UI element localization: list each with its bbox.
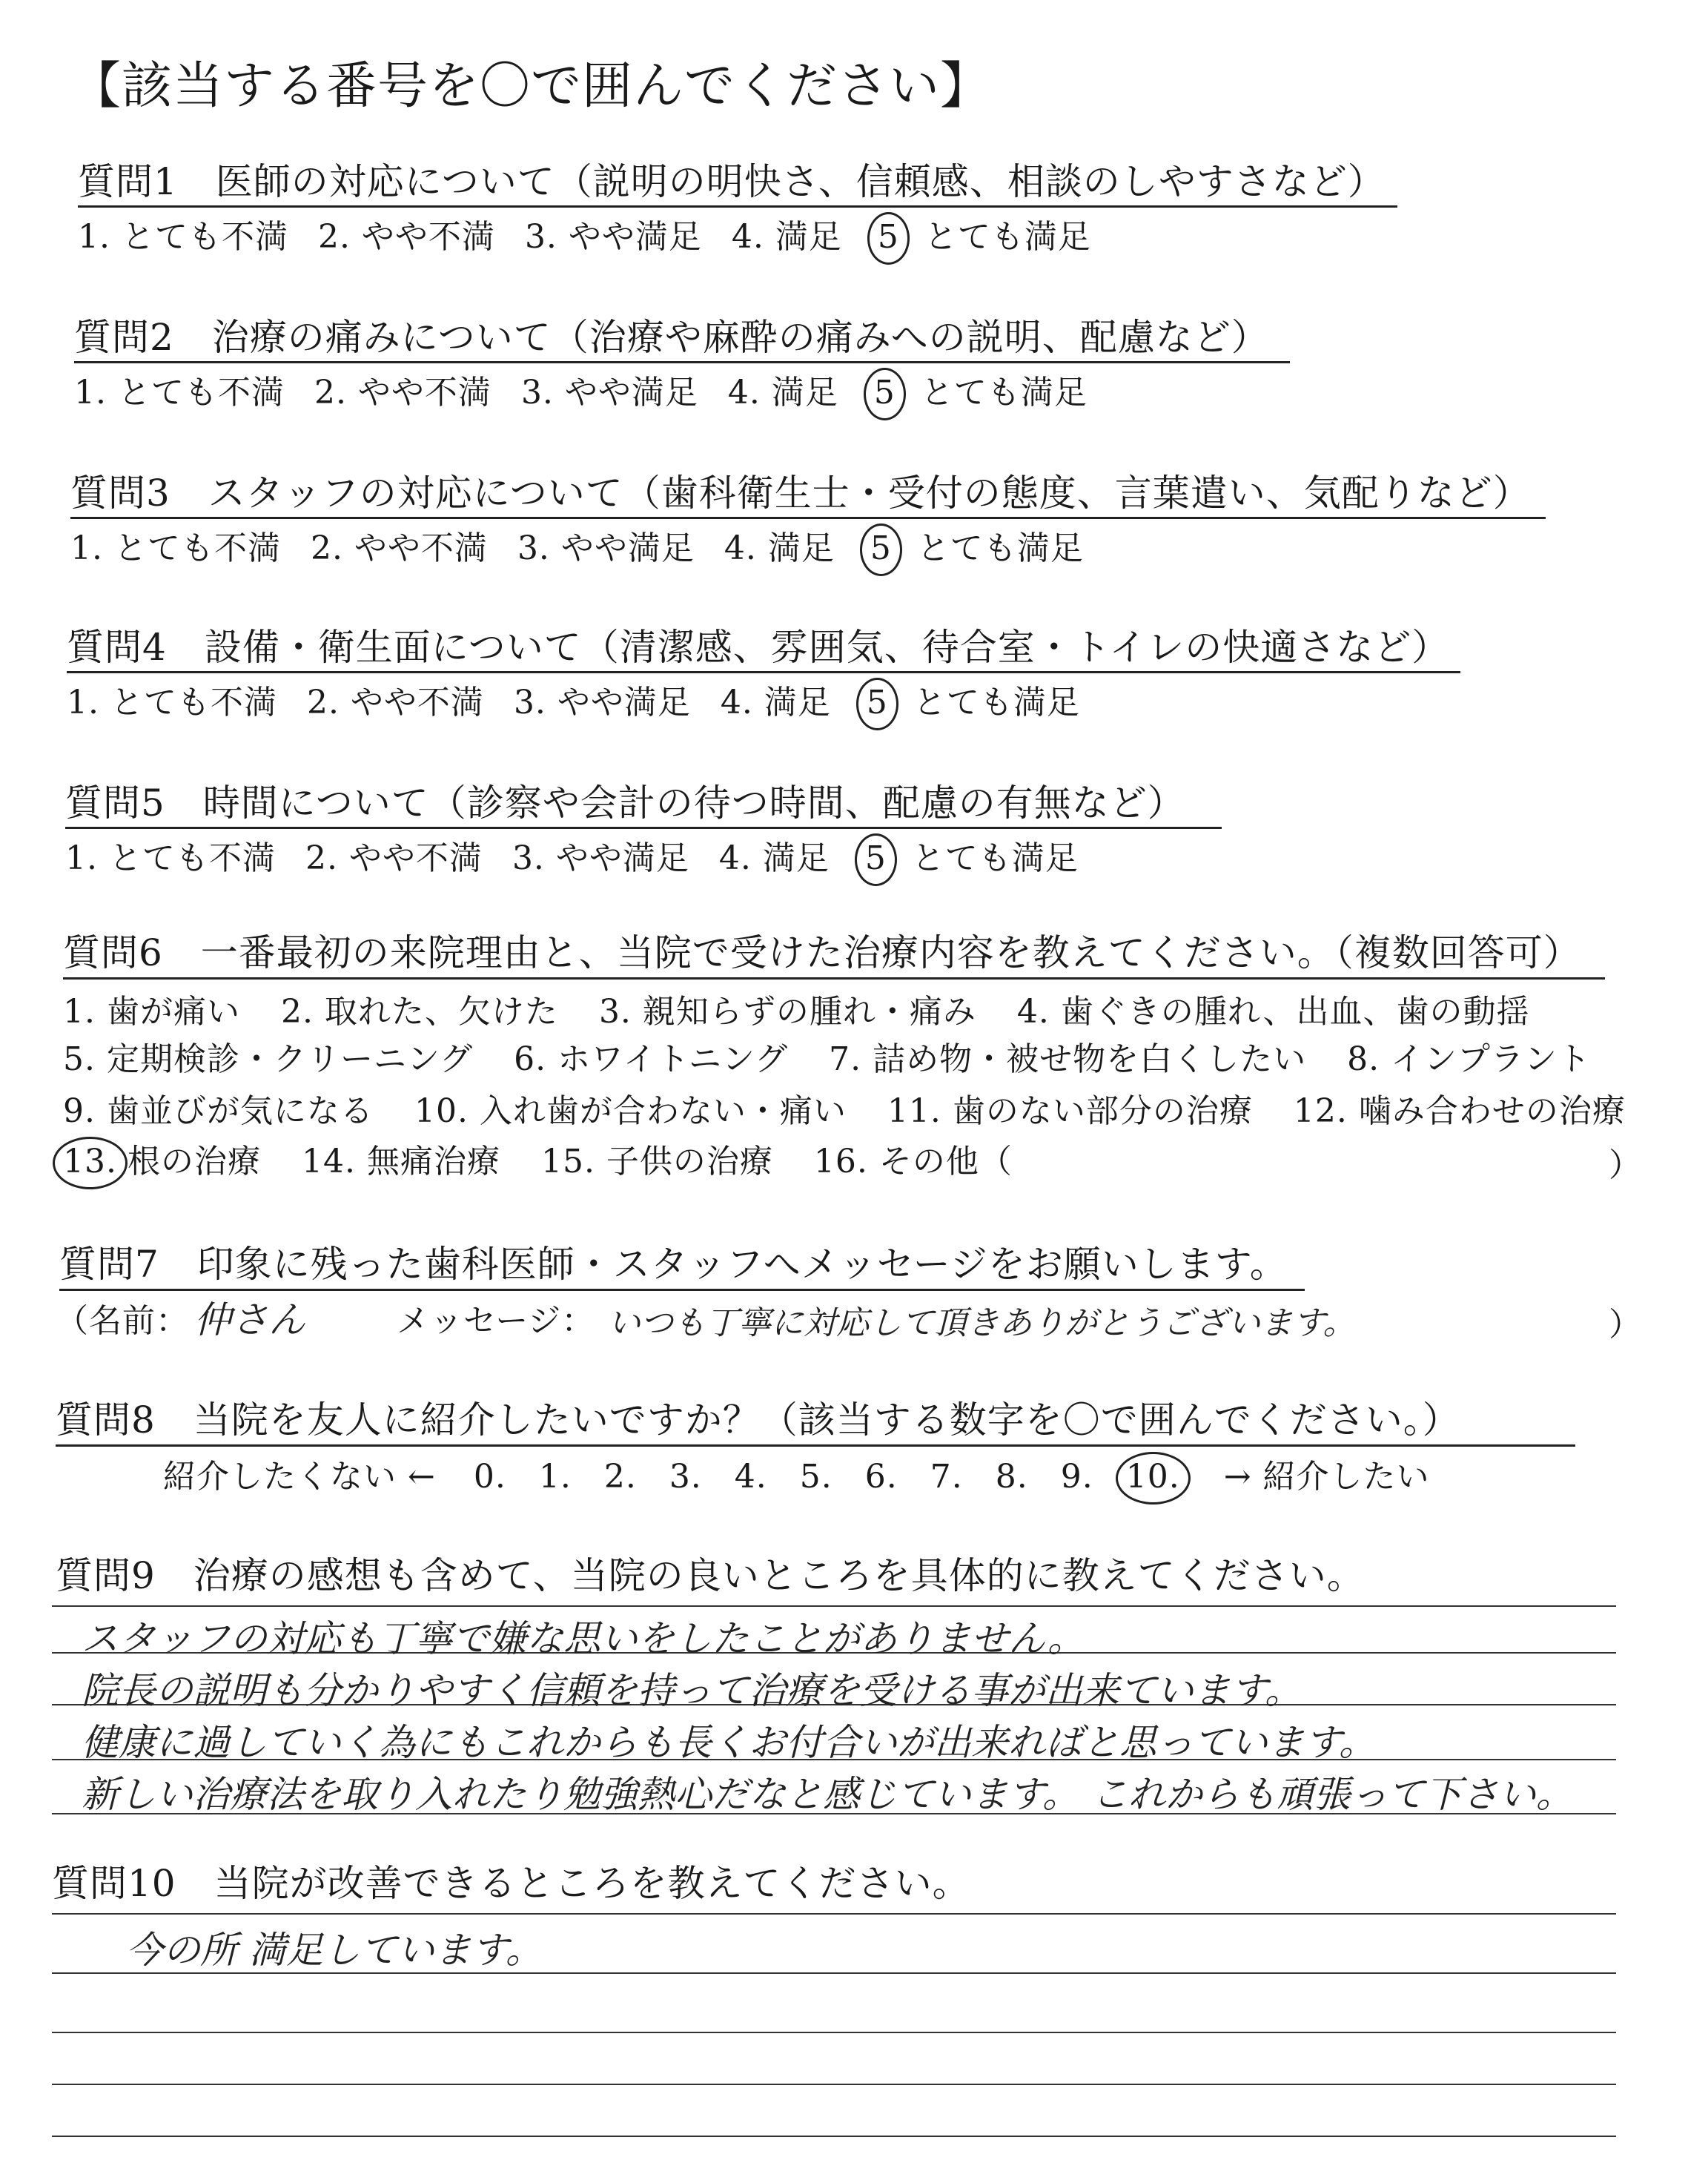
q6-option[interactable]: 10. 入れ歯が合わない・痛い [414,1092,847,1130]
q8-number[interactable]: 1. [538,1458,572,1496]
q7-name-label: （名前： [56,1302,189,1340]
q5-title: 質問5 時間について（診察や会計の待つ時間、配慮の有無など） [65,782,1185,825]
q10-answer-text[interactable]: 今の所 満足しています。 [126,1929,543,1972]
rating-option[interactable]: 2. やや不満 [306,684,484,721]
page-header: 【該当する番号を〇で囲んでください】 [70,57,992,116]
q7-message-label: メッセージ： [397,1302,595,1340]
q10-answer-line [52,2084,1616,2085]
q6-option[interactable]: 5. 定期検診・クリーニング [63,1040,474,1078]
rating-option[interactable]: 4. 満足 [718,839,830,877]
q6-row-4 [63,1135,1042,1182]
rating-option-selected[interactable]: 5 [866,684,888,721]
q7-message-value[interactable]: いつも丁寧に対応して頂きありがとうございます。 [608,1304,1356,1342]
rating-option[interactable]: 2. やや不満 [317,218,495,256]
q6-title: 質問6 一番最初の来院理由と、当院で受けた治療内容を教えてください。（複数回答可） [63,931,1581,974]
q9-answer-text[interactable]: 健康に過していく為にもこれからも長くお付合いが出来ればと思っています。 [82,1721,1376,1764]
q10-answer-line [52,2136,1616,2137]
q6-option-selected[interactable]: 13. [63,1143,117,1180]
rating-option[interactable]: 4. 満足 [724,529,835,567]
rating-option[interactable]: とても満足 [920,374,1088,412]
q6-underline [63,977,1605,980]
rating-option[interactable]: 3. やや満足 [520,374,698,412]
rating-option-selected[interactable]: 5 [873,374,896,412]
q1-options [78,210,1121,257]
rating-option-selected[interactable]: 5 [864,839,887,877]
rating-option[interactable]: 2. やや不満 [310,529,488,567]
rating-option[interactable]: 1. とても不満 [70,529,281,567]
rating-option-selected[interactable]: 5 [870,529,892,567]
q10-title: 質問10 当院が改善できるところを教えてください。 [52,1862,970,1905]
q6-option[interactable]: 1. 歯が痛い [63,993,240,1031]
rating-option[interactable]: 1. とても不満 [67,684,277,721]
q2-underline [74,361,1290,363]
q8-title: 質問8 当院を友人に紹介したいですか？（該当する数字を〇で囲んでください。） [56,1398,1460,1441]
q8-scale [163,1450,1430,1497]
rating-option[interactable]: 2. やや不満 [314,374,491,412]
q7-name-value[interactable]: 仲さん [194,1298,305,1341]
q6-row-3 [63,1084,1655,1132]
rating-option[interactable]: 3. やや満足 [512,839,689,877]
rating-option-selected[interactable]: 5 [877,218,899,256]
q8-number[interactable]: 4. [734,1458,767,1496]
rating-option[interactable]: 3. やや満足 [517,529,695,567]
rating-option[interactable]: とても満足 [911,839,1079,877]
q8-number[interactable]: 8. [995,1458,1028,1496]
rating-option[interactable]: 1. とても不満 [65,839,276,877]
q9-answer-text[interactable]: 院長の説明も分かりやすく信頼を持って治療を受ける事が出来ています。 [82,1669,1302,1712]
q4-title: 質問4 設備・衛生面について（清潔感、雰囲気、待合室・トイレの快適さなど） [67,626,1450,669]
q6-option[interactable]: 9. 歯並びが気になる [63,1092,374,1130]
q10-answer-line [52,1913,1616,1915]
q6-option[interactable]: 16. その他（ [813,1143,1013,1180]
q6-row-2 [63,1032,1621,1080]
rating-option[interactable]: 4. 満足 [731,218,842,256]
q8-number[interactable]: 6. [864,1458,898,1496]
q1-underline [78,205,1397,208]
q4-underline [67,671,1460,673]
q6-option[interactable]: 2. 取れた、欠けた [280,993,558,1031]
rating-option[interactable]: とても満足 [916,529,1084,567]
q6-option[interactable]: 12. 噛み合わせの治療 [1293,1092,1626,1130]
q2-options [74,366,1117,413]
q6-option[interactable]: 14. 無痛治療 [301,1143,500,1180]
q2-title: 質問2 治療の痛みについて（治療や麻酔の痛みへの説明、配慮など） [74,316,1269,359]
rating-option[interactable]: 4. 満足 [720,684,831,721]
q6-option[interactable]: 8. インプラント [1347,1040,1592,1078]
q10-answer-line [52,2032,1616,2033]
q6-option[interactable]: 根の治療 [127,1143,261,1180]
q8-number[interactable]: 2. [603,1458,637,1496]
rating-option[interactable]: 3. やや満足 [513,684,691,721]
q3-options [70,521,1113,569]
rating-option[interactable]: 2. やや不満 [305,839,483,877]
q9-answer-text[interactable]: 新しい治療法を取り入れたり勉強熱心だなと感じています。 これからも頑張って下さい。 [82,1773,1573,1816]
q1-title: 質問1 医師の対応について（説明の明快さ、信頼感、相談のしやすさなど） [78,160,1386,203]
q8-number[interactable]: 7. [930,1458,963,1496]
q8-number[interactable]: 3. [669,1458,702,1496]
q6-option[interactable]: 4. 歯ぐきの腫れ、出血、歯の動揺 [1016,993,1530,1031]
q6-option[interactable]: 6. ホワイトニング [514,1040,789,1078]
q8-left-label: 紹介したくない ← [163,1458,436,1496]
q8-number[interactable]: 5. [799,1458,833,1496]
q8-number[interactable]: 9. [1060,1458,1093,1496]
rating-option[interactable]: 4. 満足 [727,374,838,412]
rating-option[interactable]: 3. やや満足 [524,218,702,256]
rating-option[interactable]: 1. とても不満 [74,374,285,412]
q4-options [67,676,1110,723]
q8-number-selected[interactable]: 10. [1125,1458,1180,1496]
q7-close: ） [1609,1306,1642,1344]
q5-underline [65,827,1222,829]
q6-option[interactable]: 7. 詰め物・被せ物を白くしたい [829,1040,1307,1078]
q6-option[interactable]: 15. 子供の治療 [540,1143,773,1180]
q3-underline [70,517,1546,519]
rating-option[interactable]: とても満足 [924,218,1091,256]
rating-option[interactable]: とても満足 [913,684,1080,721]
q6-row-1 [63,985,1560,1032]
q9-title: 質問9 治療の感想も含めて、当院の良いところを具体的に教えてください。 [56,1554,1365,1597]
q5-options [65,831,1108,879]
q8-underline [56,1444,1575,1447]
q9-answer-text[interactable]: スタッフの対応も丁寧で嫌な思いをしたことがありません。 [82,1617,1085,1660]
q9-answer-line [52,1605,1616,1607]
q6-option[interactable]: 11. 歯のない部分の治療 [887,1092,1253,1130]
q3-title: 質問3 スタッフの対応について（歯科衛生士・受付の態度、言葉遣い、気配りなど） [70,472,1531,515]
q8-right-label: → 紹介したい [1223,1458,1430,1496]
rating-option[interactable]: 1. とても不満 [78,218,288,256]
q8-number[interactable]: 0. [473,1458,506,1496]
q6-option[interactable]: 3. 親知らずの腫れ・痛み [598,993,976,1031]
q6-other-close: ） [1609,1146,1642,1184]
q7-title: 質問7 印象に残った歯科医師・スタッフへメッセージをお願いします。 [59,1243,1288,1286]
